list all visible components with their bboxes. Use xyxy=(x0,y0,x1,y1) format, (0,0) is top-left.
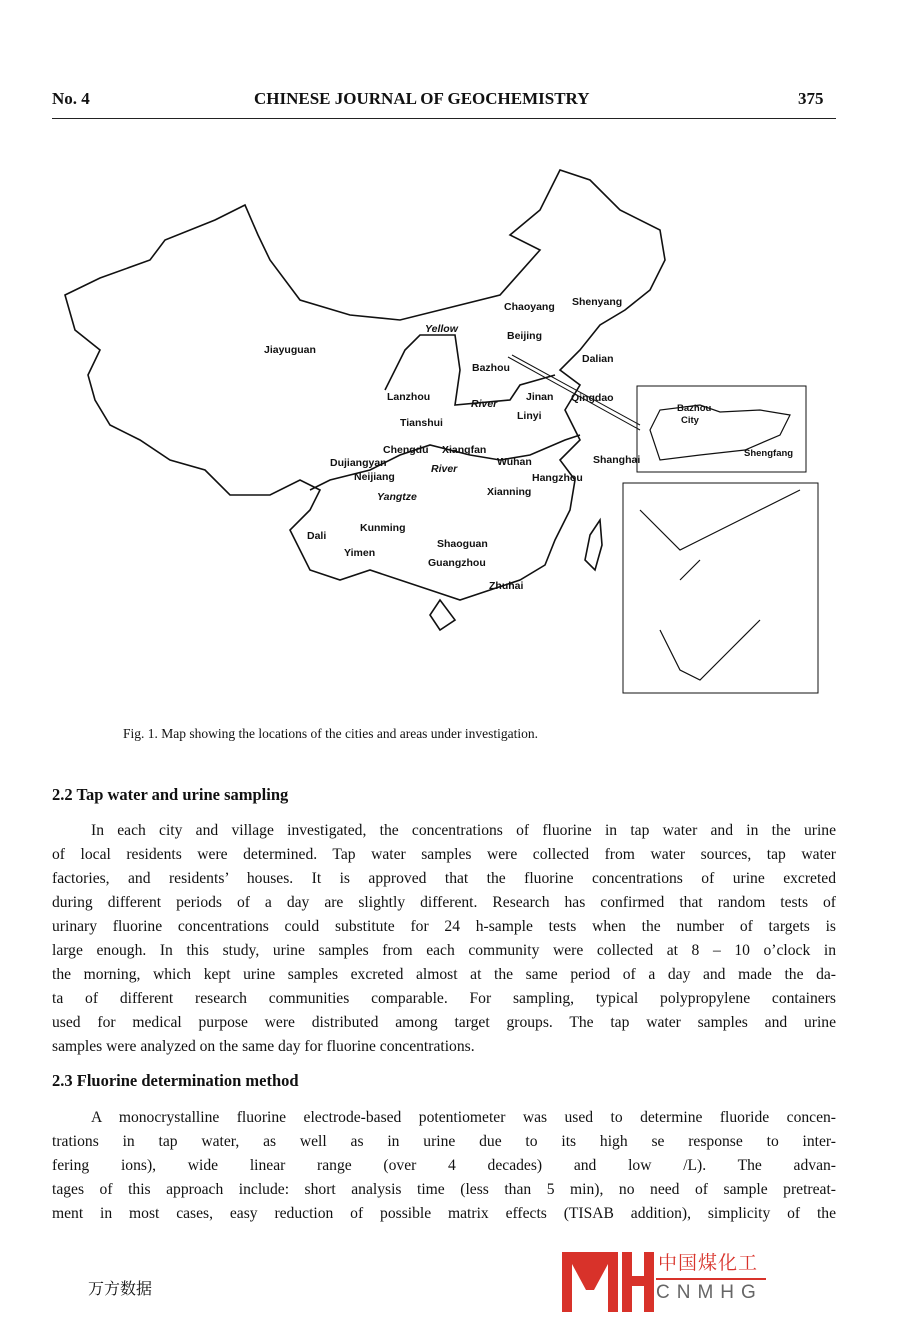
city-label: Linyi xyxy=(517,410,542,422)
city-label: Qingdao xyxy=(571,392,614,404)
inset-label: City xyxy=(681,415,699,426)
text-line: In each city and village investigated, the concentrations of fluorine in tap water and in the urine xyxy=(91,822,836,839)
city-label: Wuhan xyxy=(497,456,532,468)
text-line: samples were analyzed on the same day for fluorine concentrations. xyxy=(52,1038,475,1055)
text-line: used for medical purpose were distributed among target groups. The tap water samples and urine xyxy=(52,1014,836,1031)
page-number: 375 xyxy=(798,89,824,108)
city-label: Zhuhai xyxy=(489,580,524,592)
inset-label: Bazhou xyxy=(677,403,712,414)
city-label: Chengdu xyxy=(383,444,429,456)
city-label: Jiayuguan xyxy=(264,344,316,356)
mh-logo-icon xyxy=(560,1250,656,1312)
figure-caption: Fig. 1. Map showing the locations of the cities and areas under investigation. xyxy=(123,726,539,741)
watermark-rule xyxy=(656,1278,766,1280)
header-rule xyxy=(52,118,836,119)
city-label: Yimen xyxy=(344,547,376,559)
text-line: the morning, which kept urine samples excreted almost at the same period of a day and made the da- xyxy=(52,966,836,983)
city-label: Xiangfan xyxy=(442,444,487,456)
text-line: A monocrystalline fluorine electrode-based potentiometer was used to determine fluoride concen- xyxy=(91,1109,836,1126)
city-label: Shaoguan xyxy=(437,538,488,550)
journal-title: CHINESE JOURNAL OF GEOCHEMISTRY xyxy=(254,89,590,108)
text-line: ta of different research communities comparable. For sampling, typical polypropylene containers xyxy=(52,990,836,1007)
issue-number: No. 4 xyxy=(52,89,90,108)
river-label: River xyxy=(471,398,498,410)
text-line: fering ions), wide linear range (over 4 decades) and low /L). The advan- xyxy=(52,1157,836,1174)
text-line: tages of this approach include: short analysis time (less than 5 min), no need of sample pretreat- xyxy=(52,1181,836,1198)
map-outline xyxy=(0,150,904,710)
text-line: during different periods of a day are slightly different. Research has confirmed that random tests of xyxy=(52,894,836,911)
section-heading: 2.3 Fluorine determination method xyxy=(52,1071,299,1090)
footer-text: 万方数据 xyxy=(88,1279,153,1298)
city-label: Shenyang xyxy=(572,296,623,308)
city-label: Kunming xyxy=(360,522,406,534)
text-line: urinary fluorine concentrations could substitute for 24 h-sample tests when the number of targets is xyxy=(52,918,836,935)
watermark-logo xyxy=(560,1250,850,1312)
section-2-2-paragraph xyxy=(52,819,836,1059)
text-line: trations in tap water, as well as in urine due to its high se response to inter- xyxy=(52,1133,836,1150)
watermark-cn-text: 中国煤化工 xyxy=(658,1252,759,1274)
city-label: Tianshui xyxy=(400,417,443,429)
city-label: Xianning xyxy=(487,486,532,498)
city-label: Bazhou xyxy=(472,362,510,374)
city-label: Hangzhou xyxy=(532,472,583,484)
section-2-3-paragraph xyxy=(52,1106,836,1226)
river-label: River xyxy=(431,463,458,475)
text-line: large enough. In this study, urine samples from each community were collected at 8 – 10 o’clock in xyxy=(52,942,836,959)
city-label: Dalian xyxy=(582,353,614,365)
section-heading: 2.2 Tap water and urine sampling xyxy=(52,785,289,804)
inset-label: Shengfang xyxy=(744,448,794,459)
text-line: ment in most cases, easy reduction of possible matrix effects (TISAB addition), simplicity of the xyxy=(52,1205,836,1222)
river-label: Yellow xyxy=(425,323,458,335)
city-label: Chaoyang xyxy=(504,301,555,313)
city-label: Guangzhou xyxy=(428,557,486,569)
city-label: Neijiang xyxy=(354,471,395,483)
text-line: of local residents were determined. Tap water samples were collected from water sources, tap water xyxy=(52,846,836,863)
river-label: Yangtze xyxy=(377,491,417,503)
city-label: Jinan xyxy=(526,391,554,403)
watermark-en-text: CNMHG xyxy=(656,1282,763,1303)
city-label: Dujiangyan xyxy=(330,457,387,469)
city-label: Beijing xyxy=(507,330,543,342)
city-label: Shanghai xyxy=(593,454,641,466)
china-map-figure xyxy=(0,150,904,710)
city-label: Lanzhou xyxy=(387,391,431,403)
text-line: factories, and residents’ houses. It is approved that the fluorine concentrations of urine excreted xyxy=(52,870,836,887)
city-label: Dali xyxy=(307,530,327,542)
